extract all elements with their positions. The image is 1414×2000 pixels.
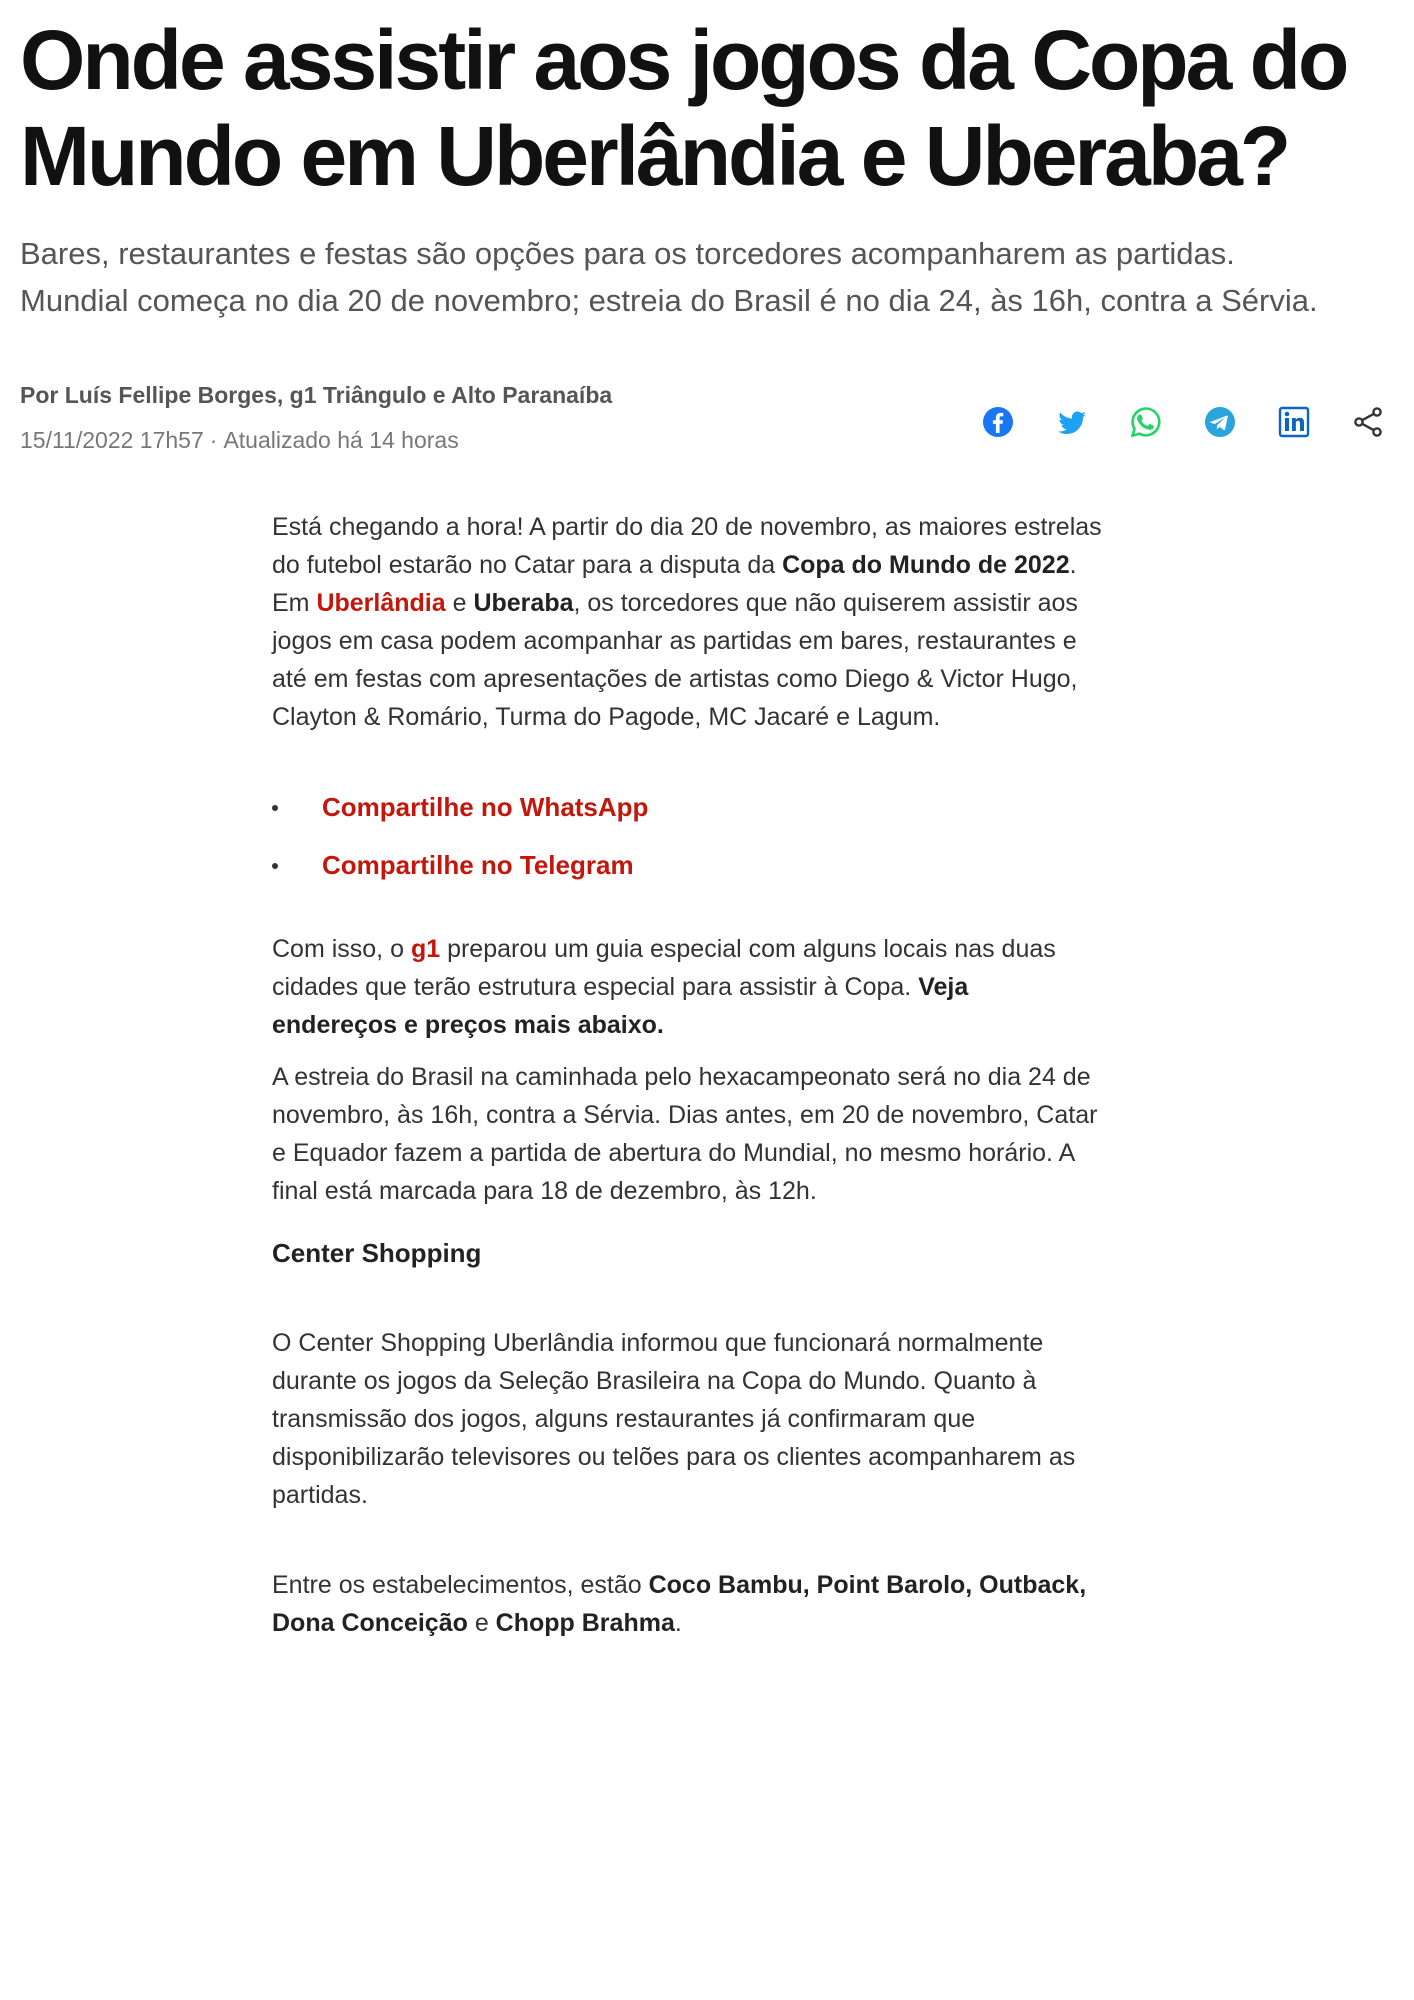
text-run: Entre os estabelecimentos, estão (272, 1571, 649, 1599)
share-button[interactable] (1346, 400, 1390, 444)
share-icon (1351, 405, 1385, 439)
list-item (272, 846, 1112, 904)
article-dateline (20, 427, 459, 454)
text-run: Está chegando a hora! A partir do dia 20 de novembro, as maiores estrelas do futebol estarão no Catar para a disputa da (272, 513, 1102, 579)
bullet-icon (272, 863, 278, 869)
facebook-share-button[interactable] (976, 400, 1020, 444)
bold-text: Copa do Mundo de 2022 (782, 551, 1070, 579)
bold-text: Uberaba (473, 589, 574, 617)
text-run: e (467, 1609, 496, 1637)
facebook-icon (981, 405, 1015, 439)
center-shopping-paragraph: O Center Shopping Uberlândia informou que funcionará normalmente durante os jogos da Seleção Brasileira na Copa do Mundo. Quanto à transmissão dos jogos, alguns restaurantes já confirmaram que disponibilizarão televisores ou telões para os clientes acompanharem as partidas. (272, 1329, 1076, 1509)
share-whatsapp-link[interactable]: Compartilhe no WhatsApp (322, 792, 649, 822)
telegram-icon (1203, 405, 1237, 439)
whatsapp-icon (1129, 405, 1163, 439)
updated-time: Atualizado há 14 horas (223, 427, 459, 453)
text-run: e (445, 589, 474, 617)
text-run: Com isso, o (272, 935, 411, 963)
text-run: preparou um guia especial com alguns locais nas duas cidades que terão estrutura especial para assistir à Copa. (272, 935, 1056, 1001)
guide-paragraph (272, 930, 1092, 1044)
share-links-list (272, 788, 1112, 904)
whatsapp-share-button[interactable] (1124, 400, 1168, 444)
text-run: , os torcedores que não quiserem assistir aos jogos em casa podem acompanhar as partidas em bares, restaurantes e até em festas com apresentações de artistas como Diego & Victor Hugo, Clayton & Romário, Turma do Pagode, MC Jacaré e Lagum. (272, 589, 1078, 731)
g1-link[interactable]: g1 (410, 935, 441, 963)
article-subtitle: Bares, restaurantes e festas são opções para os torcedores acompanharem as partidas. Mundial começa no dia 20 de novembro; estreia do Brasil é no dia 24, às 16h, contra a Sérvia. (20, 236, 1318, 318)
share-bar (976, 400, 1396, 444)
share-telegram-link[interactable]: Compartilhe no Telegram (322, 850, 634, 880)
list-item (272, 788, 1112, 846)
linkedin-icon (1277, 405, 1311, 439)
author-byline: Por Luís Fellipe Borges, g1 Triângulo e Alto Paranaíba (20, 382, 613, 408)
twitter-share-button[interactable] (1050, 400, 1094, 444)
schedule-paragraph: A estreia do Brasil na caminhada pelo hexacampeonato será no dia 24 de novembro, às 16h, contra a Sérvia. Dias antes, em 20 de novembro, Catar e Equador fazem a partida de abertura do Mundial, no mesmo horário. A final está marcada para 18 de dezembro, às 12h. (272, 1063, 1098, 1205)
uberlandia-link[interactable]: Uberlândia (316, 589, 446, 617)
published-date: 15/11/2022 17h57 (20, 427, 204, 453)
date-separator: · (209, 427, 218, 453)
twitter-icon (1055, 405, 1089, 439)
bold-text: Coco Bambu, Point Barolo, Outback, Dona Conceição (272, 1571, 1087, 1637)
intro-paragraph (272, 508, 1112, 736)
article-title: Onde assistir aos jogos da Copa do Mundo em Uberlândia e Uberaba? (20, 13, 1347, 203)
section-heading: Center Shopping (272, 1238, 482, 1268)
telegram-share-button[interactable] (1198, 400, 1242, 444)
bold-text: Veja endereços e preços mais abaixo. (272, 973, 969, 1039)
establishments-paragraph (272, 1566, 1112, 1642)
linkedin-share-button[interactable] (1272, 400, 1316, 444)
bullet-icon (272, 805, 278, 811)
text-run: . Em (272, 551, 1077, 617)
text-run: . (674, 1609, 682, 1637)
bold-text: Chopp Brahma (495, 1609, 675, 1637)
